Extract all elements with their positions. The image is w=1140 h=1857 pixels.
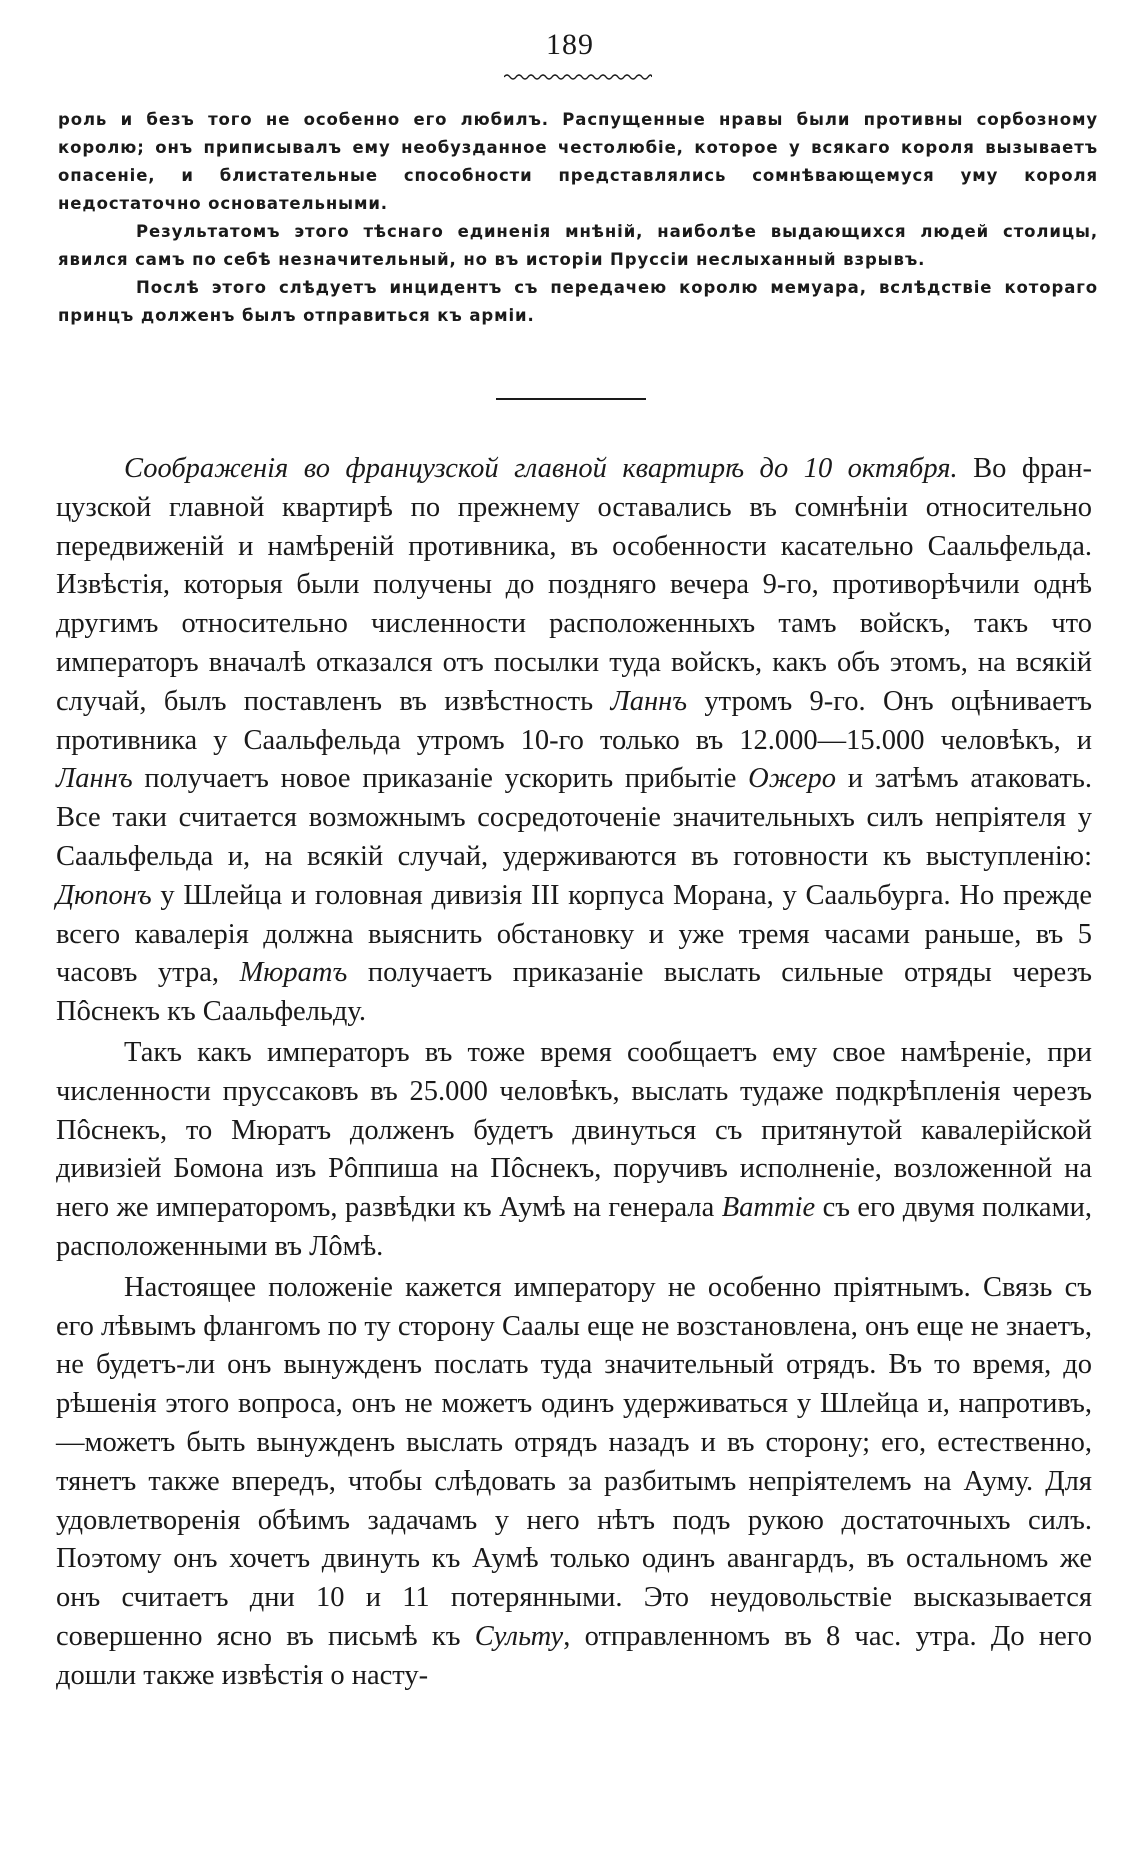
page-number-ornament: [504, 72, 652, 82]
body-text-run: съ его двумя полками, расположенными въ Лôмѣ.: [56, 1192, 1092, 1262]
person-name: Ланнъ: [610, 685, 688, 717]
footnote-text: Послѣ этого слѣдуетъ инцидентъ съ передачею королю мемуара, вслѣдствіе котораго принцъ долженъ былъ отправиться къ арміи.: [58, 278, 1098, 325]
footnote-block: [58, 106, 1098, 330]
footnote-paragraph: [58, 274, 1098, 330]
body-paragraph: [56, 1034, 1092, 1267]
body-text-run: Во французской главной квартирѣ по прежнему оставались въ сомнѣніи относительно передвиженій и намѣреній противника, въ особенности касательно Саальфельда. Извѣстія, которыя были получены до поздняго вечера 9-го, противорѣчили однѣ другимъ относительно численности расположенныхъ тамъ войскъ, такъ что императоръ вначалѣ отказался отъ посылки туда войскъ, какъ объ этомъ, на всякій случай, былъ поставленъ въ извѣстность: [56, 453, 1092, 717]
person-name: Ожеро: [748, 763, 836, 795]
main-text: [56, 450, 1092, 1696]
body-paragraph: [56, 1269, 1092, 1696]
body-text-run: получаетъ приказаніе выслать сильные отряды черезъ Пôснекъ къ Саальфельду.: [56, 957, 1093, 1028]
person-name: Ваттіе: [721, 1192, 816, 1224]
body-text-run: , отправленномъ въ 8 час. утра. До него дошли также извѣстія о насту-: [56, 1620, 1092, 1691]
page-number: 189: [546, 28, 594, 61]
person-name: Мюратъ: [239, 957, 348, 989]
body-text-run: у Шлейца и головная дивизія III корпуса Морана, у Саальбурга. Но прежде всего кавалерія должна выяснить обстановку и уже тремя часами раньше, въ 5 часовъ утра,: [56, 879, 1092, 989]
body-text-run: Такъ какъ императоръ въ тоже время сообщаетъ ему свое намѣреніе, при численности пруссаковъ въ 25.000 человѣкъ, выслать тудаже подкрѣпленія черезъ Пôснекъ, то Мюратъ долженъ будетъ двинуться съ притянутой кавалерійской дивизіей Бомона изъ Рôппиша на Пôснекъ, поручивъ исполненіе, возложенной на него же императоромъ, развѣдки къ Аумѣ на генерала: [56, 1036, 1092, 1224]
section-divider: [496, 398, 646, 400]
person-name: Сульту: [474, 1620, 564, 1652]
body-text-run: утромъ 9-го. Онъ оцѣниваетъ противника у Саальфельда утромъ 10-го только въ 12.000—15.000 человѣкъ, и: [56, 685, 1092, 756]
footnote-paragraph: [58, 106, 1098, 218]
section-heading: Соображенія во французской главной квартирѣ до 10 октября.: [124, 453, 958, 484]
footnote-text: роль и безъ того не особенно его любилъ. Распущенные нравы были противны сорбозному королю; онъ приписывалъ ему необузданное честолюбіе, которое у всякаго короля вызываетъ опасеніе, и блистательные способности представлялись сомнѣвающемуся уму короля недостаточно основательными.: [58, 110, 1098, 213]
footnote-text: Результатомъ этого тѣснаго единенія мнѣній, наиболѣе выдающихся людей столицы, явился самъ по себѣ незначительный, но въ исторіи Пруссіи неслыханный взрывъ.: [58, 222, 1098, 269]
body-text-run: получаетъ новое приказаніе ускорить прибытіе: [132, 763, 749, 795]
person-name: Ланнъ: [56, 763, 133, 795]
body-paragraph: [56, 450, 1092, 1032]
body-text-run: Настоящее положеніе кажется императору не особенно пріятнымъ. Связь съ его лѣвымъ флангомъ по ту сторону Саалы еще не возстановлена, онъ еще не знаетъ, не будетъ-ли онъ вынужденъ послать туда значительный отрядъ. Въ то время, до рѣшенія этого вопроса, онъ не можетъ одинъ удерживаться у Шлейца и, напротивъ,—можетъ быть вынужденъ выслать отрядъ назадъ и въ сторону; его, естественно, тянетъ также впередъ, чтобы слѣдовать за разбитымъ непріятелемъ на Ауму. Для удовлетворенія обѣимъ задачамъ у него нѣтъ подъ рукою достаточныхъ силъ. Поэтому онъ хочетъ двинуть къ Аумѣ только одинъ авангардъ, въ остальномъ же онъ считаетъ дни 10 и 11 потерянными. Это неудовольствіе высказывается совершенно ясно въ письмѣ къ: [56, 1271, 1092, 1652]
person-name: Дюпонъ: [56, 879, 152, 911]
footnote-paragraph: [58, 218, 1098, 274]
body-text-run: и затѣмъ атаковать. Все таки считается возможнымъ сосредоточеніе значительныхъ силъ непріятеля у Саальфельда и, на всякій случай, удерживаются въ готовности къ выступленію:: [56, 763, 1092, 872]
